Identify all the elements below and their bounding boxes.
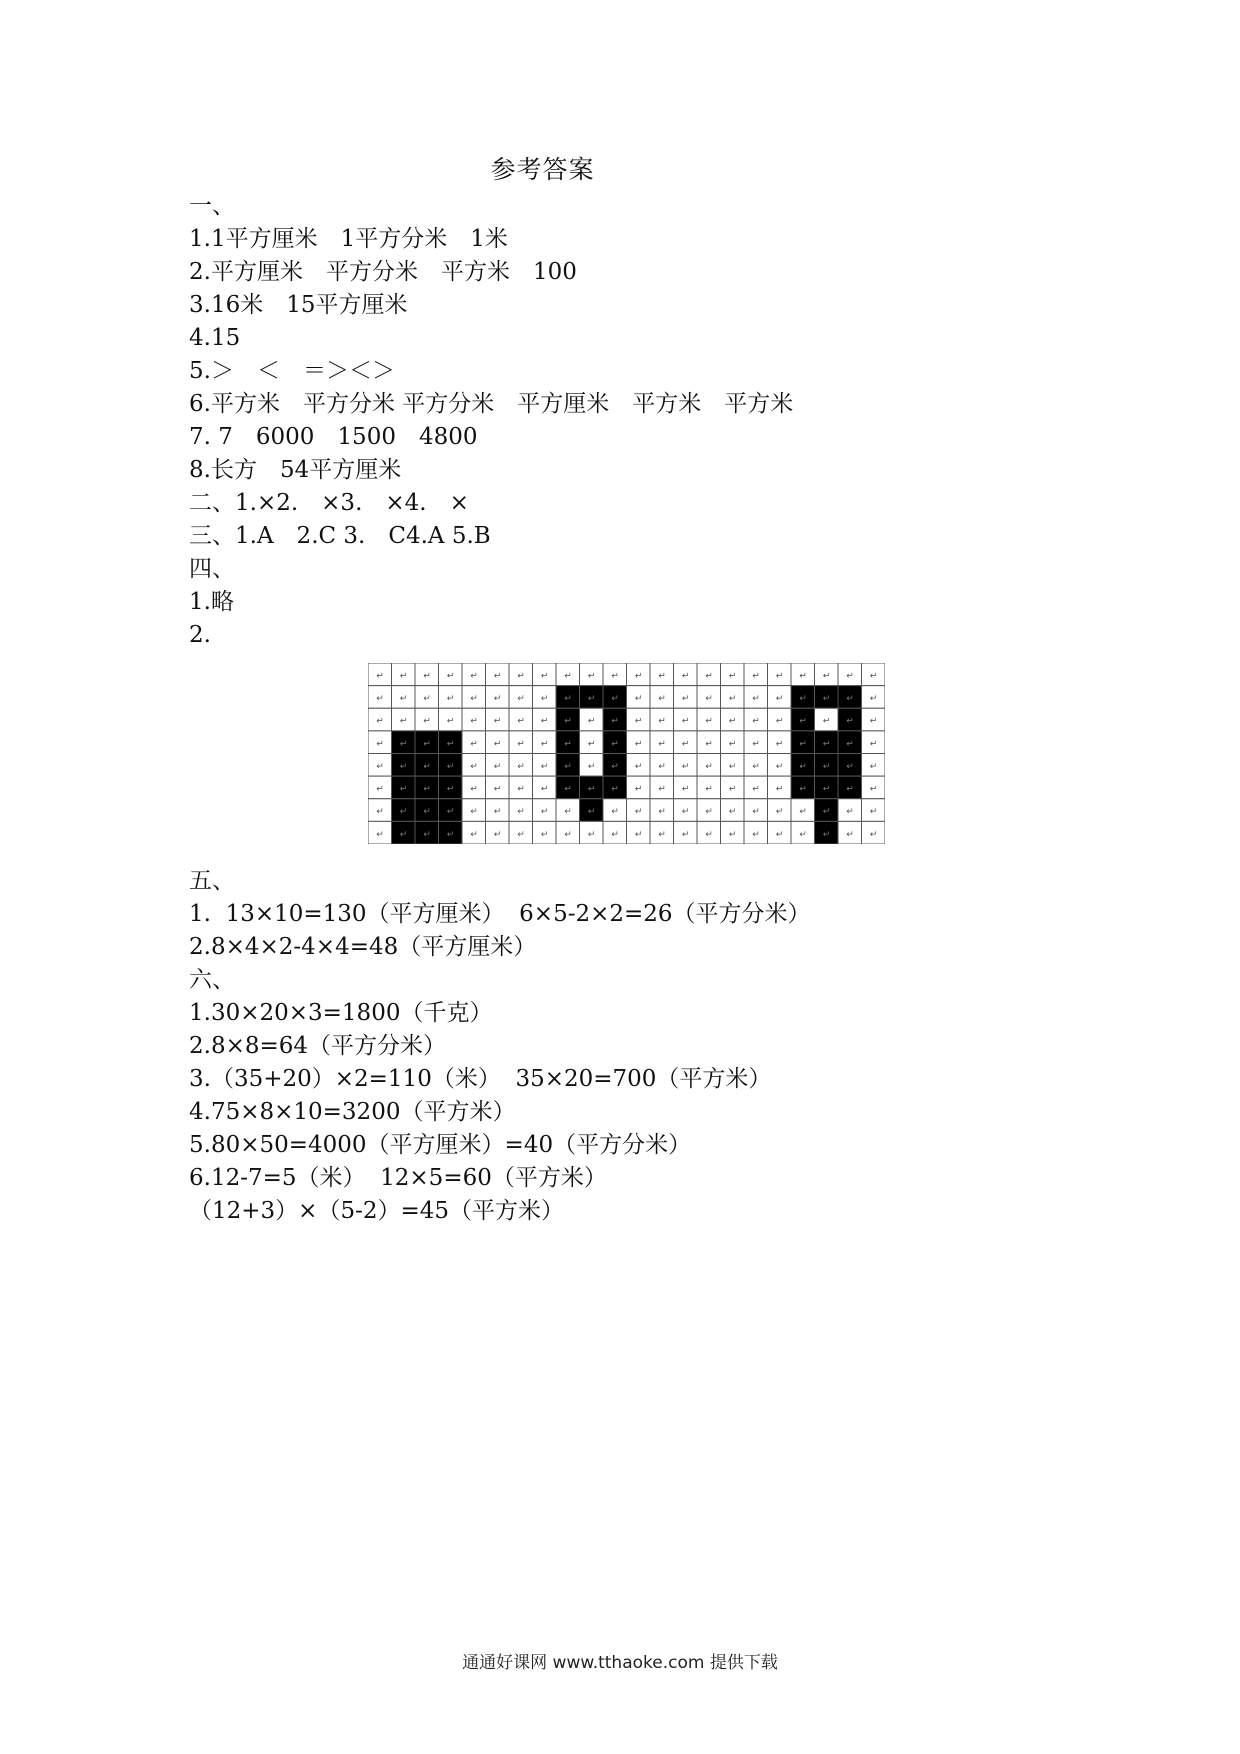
grid-cell-mark: ↵ — [705, 694, 713, 705]
grid-cell-mark: ↵ — [470, 739, 478, 750]
grid-cell-mark: ↵ — [728, 784, 737, 795]
grid-cell-mark: ↵ — [822, 829, 831, 840]
grid-cell-mark: ↵ — [799, 671, 807, 682]
answer-list-part2 — [189, 865, 811, 1228]
grid-cell-mark: ↵ — [752, 829, 760, 840]
grid-cell-mark: ↵ — [399, 784, 408, 795]
grid-cell-mark: ↵ — [399, 829, 408, 840]
grid-cell-mark: ↵ — [799, 807, 807, 818]
grid-cell-mark: ↵ — [728, 829, 737, 840]
grid-cell-mark: ↵ — [446, 739, 455, 750]
grid-cell-mark: ↵ — [775, 739, 784, 750]
grid-cell-mark: ↵ — [446, 716, 455, 727]
grid-cell-mark: ↵ — [470, 671, 478, 682]
grid-cell-mark: ↵ — [493, 671, 502, 682]
grid-cell-mark: ↵ — [493, 807, 502, 818]
grid-cell-mark: ↵ — [564, 716, 572, 727]
grid-cell-mark: ↵ — [540, 739, 549, 750]
answer-line: 5.＞ ＜ ＝＞＜＞ — [189, 358, 395, 384]
grid-cell-mark: ↵ — [446, 807, 455, 818]
grid-cell-mark: ↵ — [423, 716, 431, 727]
grid-cell-mark: ↵ — [564, 694, 572, 705]
grid-cell-mark: ↵ — [846, 784, 854, 795]
grid-cell-mark: ↵ — [658, 694, 666, 705]
grid-cell-mark: ↵ — [681, 739, 690, 750]
grid-cell-mark: ↵ — [822, 671, 831, 682]
grid-cell-mark: ↵ — [470, 716, 478, 727]
grid-cell-mark: ↵ — [799, 784, 807, 795]
grid-cell-mark: ↵ — [540, 716, 549, 727]
answer-line: 2.平方厘米 平方分米 平方米 100 — [189, 259, 577, 285]
grid-cell-mark: ↵ — [846, 829, 854, 840]
grid-cell-mark: ↵ — [446, 671, 455, 682]
grid-cell-mark: ↵ — [869, 761, 878, 772]
grid-cell-mark: ↵ — [705, 807, 713, 818]
grid-cell-mark: ↵ — [846, 807, 854, 818]
grid-cell-mark: ↵ — [775, 807, 784, 818]
answer-line: 二、1.×2. ×3. ×4. × — [189, 490, 469, 516]
grid-cell-mark: ↵ — [634, 784, 643, 795]
grid-cell-mark: ↵ — [517, 829, 525, 840]
grid-cell-mark: ↵ — [493, 694, 502, 705]
grid-cell-mark: ↵ — [399, 671, 408, 682]
grid-cell-mark: ↵ — [681, 761, 690, 772]
grid-cell-mark: ↵ — [728, 761, 737, 772]
grid-cell-mark: ↵ — [376, 716, 384, 727]
grid-cell-mark: ↵ — [517, 761, 525, 772]
grid-cell-mark: ↵ — [423, 671, 431, 682]
grid-cell-mark: ↵ — [611, 829, 619, 840]
grid-cell-mark: ↵ — [399, 716, 408, 727]
grid-cell-mark: ↵ — [822, 807, 831, 818]
grid-cell-mark: ↵ — [399, 694, 408, 705]
grid-cell-mark: ↵ — [705, 739, 713, 750]
grid-cell-mark: ↵ — [869, 739, 878, 750]
grid-cell-mark: ↵ — [376, 761, 384, 772]
grid-cell-mark: ↵ — [423, 761, 431, 772]
answer-line: 四、 — [189, 556, 235, 582]
grid-cell-mark: ↵ — [846, 671, 854, 682]
grid-cell-mark: ↵ — [517, 807, 525, 818]
grid-cell-mark: ↵ — [399, 761, 408, 772]
grid-cell-mark: ↵ — [423, 694, 431, 705]
grid-cell-mark: ↵ — [658, 716, 666, 727]
grid-cell-mark: ↵ — [846, 694, 854, 705]
grid-cell-mark: ↵ — [470, 694, 478, 705]
grid-cell-mark: ↵ — [775, 716, 784, 727]
answer-line: （12+3）×（5-2）=45（平方米） — [189, 1198, 565, 1224]
grid-cell-mark: ↵ — [493, 829, 502, 840]
answer-line: 六、 — [189, 967, 235, 993]
grid-cell-mark: ↵ — [634, 671, 643, 682]
grid-cell-mark: ↵ — [376, 739, 384, 750]
grid-cell-mark: ↵ — [493, 761, 502, 772]
grid-cell-mark: ↵ — [658, 829, 666, 840]
grid-cell-mark: ↵ — [564, 739, 572, 750]
grid-cell-mark: ↵ — [446, 761, 455, 772]
grid-cell-mark: ↵ — [540, 784, 549, 795]
answer-grid-figure — [368, 663, 885, 844]
grid-cell-mark: ↵ — [540, 671, 549, 682]
grid-cell-mark: ↵ — [705, 784, 713, 795]
answer-line: 1.1平方厘米 1平方分米 1米 — [189, 226, 508, 252]
grid-cell-mark: ↵ — [869, 829, 878, 840]
grid-cell-mark: ↵ — [775, 694, 784, 705]
answer-line: 4.75×8×10=3200（平方米） — [189, 1099, 516, 1125]
grid-cell-mark: ↵ — [587, 716, 596, 727]
grid-cell-mark: ↵ — [775, 784, 784, 795]
page-title: 参考答案 — [490, 155, 595, 184]
grid-cell-mark: ↵ — [799, 739, 807, 750]
grid-cell-mark: ↵ — [634, 716, 643, 727]
answer-line: 2.8×4×2-4×4=48（平方厘米） — [189, 934, 537, 960]
grid-cell-mark: ↵ — [517, 694, 525, 705]
answer-line: 一、 — [189, 193, 235, 219]
grid-cell-mark: ↵ — [587, 671, 596, 682]
grid-cell-mark: ↵ — [540, 761, 549, 772]
grid-cell-mark: ↵ — [658, 784, 666, 795]
answer-line: 三、1.A 2.C 3. C4.A 5.B — [189, 523, 491, 549]
grid-cell-mark: ↵ — [587, 739, 596, 750]
grid-cell-mark: ↵ — [634, 829, 643, 840]
answer-line: 五、 — [189, 868, 235, 894]
grid-cell-mark: ↵ — [587, 807, 596, 818]
grid-cell-mark: ↵ — [634, 694, 643, 705]
answer-line: 2.8×8=64（平方分米） — [189, 1033, 447, 1059]
grid-cell-mark: ↵ — [611, 784, 619, 795]
grid-cell-mark: ↵ — [658, 761, 666, 772]
grid-cell-mark: ↵ — [634, 807, 643, 818]
grid-cell-mark: ↵ — [517, 716, 525, 727]
grid-cell-mark: ↵ — [517, 671, 525, 682]
answer-line: 1. 13×10=130（平方厘米） 6×5-2×2=26（平方分米） — [189, 901, 811, 927]
grid-cell-mark: ↵ — [587, 829, 596, 840]
grid-cell-mark: ↵ — [470, 761, 478, 772]
grid-cell-mark: ↵ — [681, 829, 690, 840]
grid-cell-mark: ↵ — [799, 716, 807, 727]
grid-cell-mark: ↵ — [611, 807, 619, 818]
grid-cell-mark: ↵ — [611, 671, 619, 682]
grid-cell-mark: ↵ — [775, 761, 784, 772]
grid-cell-mark: ↵ — [705, 716, 713, 727]
grid-cell-mark: ↵ — [564, 829, 572, 840]
grid-cell-mark: ↵ — [822, 739, 831, 750]
grid-cell-mark: ↵ — [587, 761, 596, 772]
grid-cell-mark: ↵ — [423, 807, 431, 818]
grid-cell-mark: ↵ — [540, 829, 549, 840]
grid-cell-mark: ↵ — [846, 739, 854, 750]
grid-cell-mark: ↵ — [634, 761, 643, 772]
grid-cell-mark: ↵ — [658, 807, 666, 818]
answer-line: 5.80×50=4000（平方厘米）=40（平方分米） — [189, 1132, 692, 1158]
grid-cell-mark: ↵ — [681, 694, 690, 705]
grid-cell-mark: ↵ — [869, 671, 878, 682]
answer-list-part1 — [189, 190, 793, 652]
answer-line: 3.（35+20）×2=110（米） 35×20=700（平方米） — [189, 1066, 772, 1092]
grid-cell-mark: ↵ — [564, 761, 572, 772]
grid-cell-mark: ↵ — [775, 671, 784, 682]
grid-cell-mark: ↵ — [822, 784, 831, 795]
grid-cell-mark: ↵ — [869, 784, 878, 795]
grid-cell-mark: ↵ — [446, 784, 455, 795]
grid-cell-mark: ↵ — [493, 784, 502, 795]
grid-cell-mark: ↵ — [705, 829, 713, 840]
answer-line: 7. 7 6000 1500 4800 — [189, 424, 478, 450]
grid-cell-mark: ↵ — [376, 671, 384, 682]
answer-line: 1.30×20×3=1800（千克） — [189, 1000, 493, 1026]
grid-cell-mark: ↵ — [728, 694, 737, 705]
grid-cell-mark: ↵ — [752, 784, 760, 795]
grid-cell-mark: ↵ — [681, 807, 690, 818]
answer-line: 8.长方 54平方厘米 — [189, 457, 402, 483]
grid-cell-mark: ↵ — [752, 694, 760, 705]
grid-cell-mark: ↵ — [658, 739, 666, 750]
grid-cell-mark: ↵ — [611, 716, 619, 727]
grid-cell-mark: ↵ — [681, 784, 690, 795]
grid-cell-mark: ↵ — [540, 807, 549, 818]
grid-cell-mark: ↵ — [446, 829, 455, 840]
answer-line: 6.平方米 平方分米 平方分米 平方厘米 平方米 平方米 — [189, 391, 794, 417]
answer-line: 4.15 — [189, 325, 241, 351]
grid-cell-mark: ↵ — [752, 761, 760, 772]
grid-cell-mark: ↵ — [752, 671, 760, 682]
grid-cell-mark: ↵ — [470, 807, 478, 818]
grid-cell-mark: ↵ — [752, 739, 760, 750]
grid-cell-mark: ↵ — [376, 694, 384, 705]
grid-cell-mark: ↵ — [470, 829, 478, 840]
grid-cell-mark: ↵ — [611, 761, 619, 772]
grid-cell-mark: ↵ — [681, 671, 690, 682]
grid-cell-mark: ↵ — [376, 807, 384, 818]
answer-line: 6.12-7=5（米） 12×5=60（平方米） — [189, 1165, 607, 1191]
grid-cell-mark: ↵ — [634, 739, 643, 750]
grid-cell-mark: ↵ — [564, 784, 572, 795]
grid-cell-mark: ↵ — [705, 671, 713, 682]
grid-cell-mark: ↵ — [470, 784, 478, 795]
grid-cell-mark: ↵ — [846, 761, 854, 772]
grid-cell-mark: ↵ — [446, 694, 455, 705]
grid-cell-mark: ↵ — [869, 807, 878, 818]
grid-cell-mark: ↵ — [822, 694, 831, 705]
grid-cell-mark: ↵ — [728, 739, 737, 750]
grid-cell-mark: ↵ — [376, 784, 384, 795]
grid-cell-mark: ↵ — [705, 761, 713, 772]
grid-cell-mark: ↵ — [423, 784, 431, 795]
grid-cell-mark: ↵ — [752, 716, 760, 727]
answer-line: 1.略 — [189, 589, 234, 615]
grid-cell-mark: ↵ — [564, 671, 572, 682]
grid-cell-mark: ↵ — [517, 784, 525, 795]
grid-cell-mark: ↵ — [728, 807, 737, 818]
grid-cell-mark: ↵ — [752, 807, 760, 818]
grid-cell-mark: ↵ — [846, 716, 854, 727]
grid-cell-mark: ↵ — [517, 739, 525, 750]
grid-cell-mark: ↵ — [799, 829, 807, 840]
grid-cell-mark: ↵ — [611, 694, 619, 705]
grid-cell-mark: ↵ — [728, 671, 737, 682]
footer-credit: 通通好课网 www.tthaoke.com 提供下载 — [462, 1653, 778, 1673]
grid-svg — [368, 663, 885, 844]
grid-cell-mark: ↵ — [869, 694, 878, 705]
grid-cell-mark: ↵ — [799, 694, 807, 705]
grid-cell-mark: ↵ — [587, 784, 596, 795]
grid-cell-mark: ↵ — [775, 829, 784, 840]
grid-cell-mark: ↵ — [822, 761, 831, 772]
grid-cell-mark: ↵ — [376, 829, 384, 840]
grid-cell-mark: ↵ — [822, 716, 831, 727]
grid-cell-mark: ↵ — [799, 761, 807, 772]
grid-cell-mark: ↵ — [399, 739, 408, 750]
grid-cell-mark: ↵ — [493, 716, 502, 727]
grid-cell-mark: ↵ — [540, 694, 549, 705]
grid-cell-mark: ↵ — [423, 829, 431, 840]
grid-cell-mark: ↵ — [728, 716, 737, 727]
answer-line: 2. — [189, 622, 211, 648]
grid-cell-mark: ↵ — [423, 739, 431, 750]
grid-cell-mark: ↵ — [399, 807, 408, 818]
grid-cell-mark: ↵ — [493, 739, 502, 750]
grid-cell-mark: ↵ — [869, 716, 878, 727]
grid-cell-mark: ↵ — [611, 739, 619, 750]
grid-cell-mark: ↵ — [681, 716, 690, 727]
answer-line: 3.16米 15平方厘米 — [189, 292, 408, 318]
grid-cell-mark: ↵ — [587, 694, 596, 705]
grid-cell-mark: ↵ — [658, 671, 666, 682]
grid-cell-mark: ↵ — [564, 807, 572, 818]
